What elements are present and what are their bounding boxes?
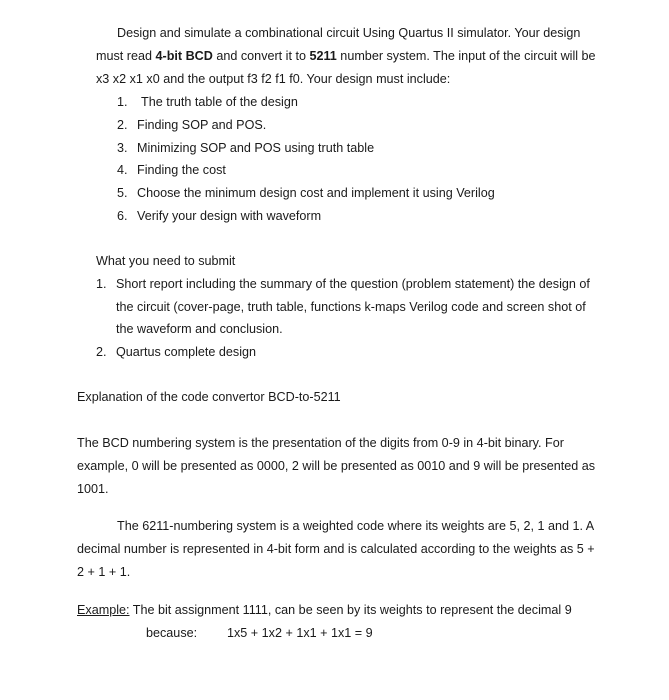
submit-item-2: [96, 344, 257, 360]
list-text: the waveform and conclusion.: [116, 322, 283, 336]
list-text: Minimizing SOP and POS using truth table: [137, 141, 375, 155]
submit-item-1-line-3: [116, 321, 283, 337]
list-text: The truth table of the design: [141, 95, 298, 109]
list-number: 4.: [117, 163, 128, 177]
bcd-line-3: [77, 481, 109, 497]
code-5211-bold: 5211: [309, 49, 337, 63]
list-number: 1.: [117, 95, 128, 109]
submit-item-1-line-2: [116, 299, 586, 315]
list-number: 3.: [117, 141, 128, 155]
list-text: Verify your design with waveform: [137, 209, 322, 223]
intro-line-2: [96, 48, 596, 64]
task-item-1: [117, 94, 298, 110]
list-number: 6.: [117, 209, 128, 223]
list-number: 5.: [117, 186, 128, 200]
task-item-3: [117, 140, 375, 156]
because-text: because:: [146, 626, 198, 640]
explanation-heading-text: Explanation of the code convertor BCD-to-5211: [77, 390, 341, 404]
intro-text: and convert it to: [212, 49, 310, 63]
paragraph-text: The bit assignment 1111, can be seen by its weights to represent the decimal 9: [129, 603, 572, 617]
example-line: [77, 602, 572, 618]
submit-heading-text: What you need to submit: [96, 254, 236, 268]
list-text: the circuit (cover-page, truth table, functions k-maps Verilog code and screen shot of: [116, 300, 586, 314]
submit-item-1: [96, 276, 590, 292]
bcd-bold: 4-bit BCD: [155, 49, 213, 63]
weighted-line-1: [117, 518, 594, 534]
weighted-line-2: [77, 541, 595, 557]
bcd-line-1: [77, 435, 564, 451]
intro-text: must read: [96, 49, 156, 63]
intro-line-1: [117, 25, 580, 41]
intro-text: Design and simulate a combinational circuit Using Quartus II simulator. Your design: [117, 26, 581, 40]
example-because-line: [146, 625, 373, 641]
intro-text: x3 x2 x1 x0 and the output f3 f2 f1 f0. Your design must include:: [96, 72, 451, 86]
paragraph-text: The BCD numbering system is the presentation of the digits from 0-9 in 4-bit binary. For: [77, 436, 564, 450]
example-equation: 1x5 + 1x2 + 1x1 + 1x1 = 9: [227, 626, 373, 640]
paragraph-text: 1001.: [77, 482, 109, 496]
list-number: 2.: [96, 345, 107, 359]
list-number: 2.: [117, 118, 128, 132]
bcd-line-2: [77, 458, 595, 474]
weighted-line-3: [77, 564, 130, 580]
example-label: Example:: [77, 603, 130, 617]
paragraph-text: example, 0 will be presented as 0000, 2 will be presented as 0010 and 9 will be presented as: [77, 459, 596, 473]
intro-line-3: [96, 71, 450, 87]
explanation-heading: [77, 389, 341, 405]
list-text: Choose the minimum design cost and implement it using Verilog: [137, 186, 495, 200]
intro-text: number system. The input of the circuit will be: [336, 49, 596, 63]
task-item-5: [117, 185, 495, 201]
task-item-2: [117, 117, 267, 133]
list-text: Finding the cost: [137, 163, 226, 177]
list-number: 1.: [96, 277, 107, 291]
paragraph-text: decimal number is represented in 4-bit form and is calculated according to the weights as 5 +: [77, 542, 595, 556]
list-text: Short report including the summary of the question (problem statement) the design of: [116, 277, 590, 291]
paragraph-text: The 6211-numbering system is a weighted code where its weights are 5, 2, 1 and 1. A: [117, 519, 595, 533]
list-text: Finding SOP and POS.: [137, 118, 267, 132]
list-text: Quartus complete design: [116, 345, 257, 359]
paragraph-text: 2 + 1 + 1.: [77, 565, 131, 579]
task-item-6: [117, 208, 322, 224]
submit-heading: [96, 253, 235, 269]
task-item-4: [117, 162, 226, 178]
